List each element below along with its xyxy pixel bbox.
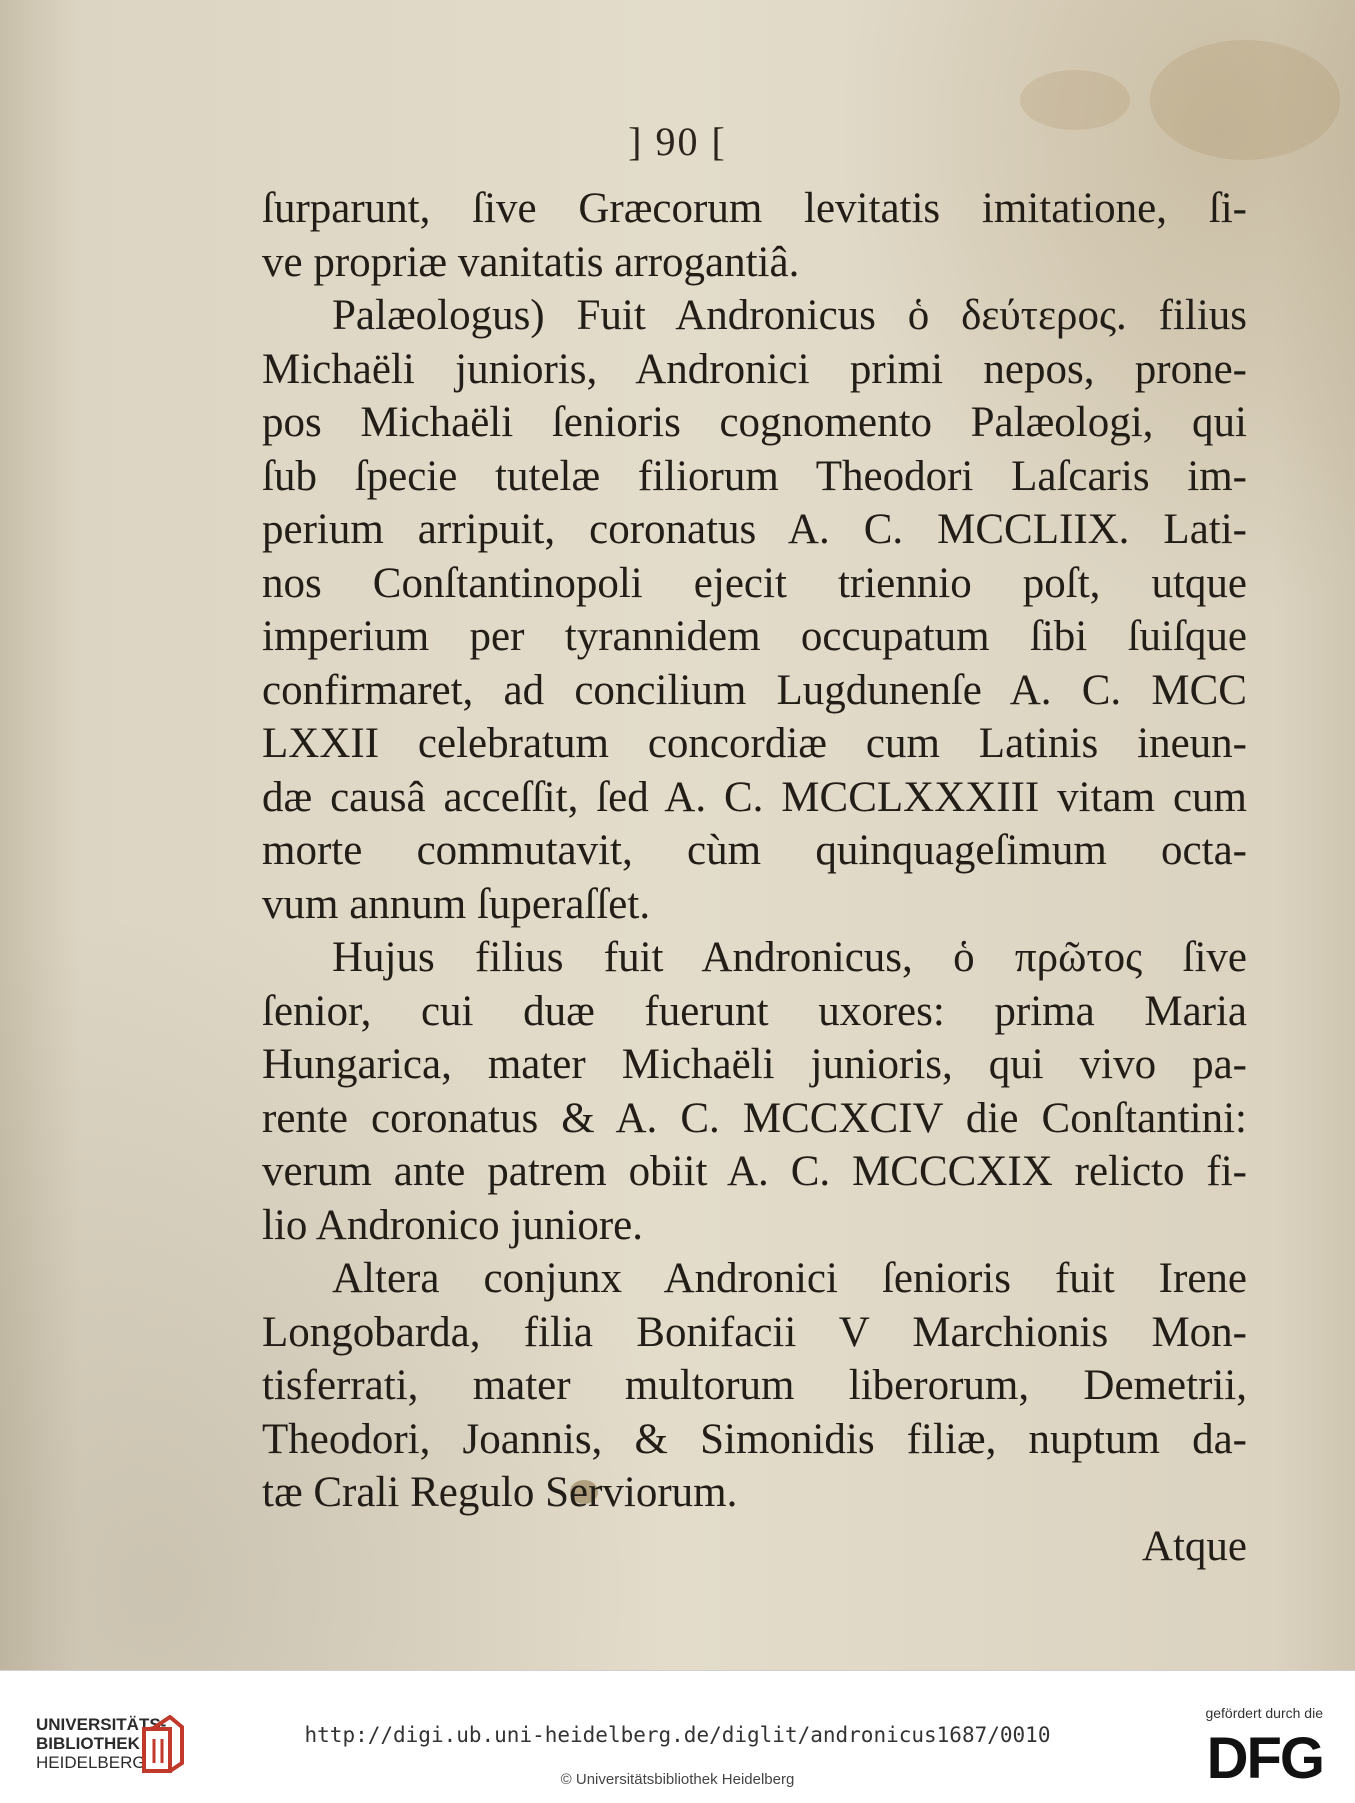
copyright-notice: © Universitätsbibliothek Heidelberg [560,1771,795,1788]
text-line: ſub ſpecie tutelæ filiorum Theodori Laſcaris im- [262,452,1247,500]
text-line: Altera conjunx Andronici ſenioris fuit Irene [332,1255,1247,1302]
text-line: Michaëli junioris, Andronici primi nepos, prone- [262,345,1247,393]
text-line: ſenior, cui duæ fuerunt uxores: prima Maria [262,987,1247,1035]
funding-note: gefördert durch die [1205,1705,1323,1721]
text-line: morte commutavit, cùm quinquageſimum octa- [262,827,1247,874]
text-line: Palæologus) Fuit Andronicus ὁ δεύτερος. filius [332,292,1247,339]
library-name-line: HEIDELBERG [36,1753,146,1772]
text-line: Hungarica, mater Michaëli junioris, qui vivo pa- [262,1041,1247,1088]
text-line: perium arripuit, coronatus A. C. MCCLIIX. Lati- [262,506,1247,553]
text-line: dæ causâ acceſſit, ſed A. C. MCCLXXXIII vitam cum [262,773,1247,821]
text-line: pos Michaëli ſenioris cognomento Palæologi, qui [262,399,1247,446]
text-line: tæ Crali Regulo Serviorum. [262,1469,738,1516]
page-number: ] 90 [ [628,119,727,164]
text-line: LXXII celebratum concordiæ cum Latinis ineun- [262,720,1247,767]
text-line: rente coronatus & A. C. MCCXCIV die Conſtantini: [262,1094,1247,1142]
text-line: Theodori, Joannis, & Simonidis filiæ, nuptum da- [262,1415,1247,1463]
text-line: tisferrati, mater multorum liberorum, Demetrii, [262,1362,1247,1409]
text-line: imperium per tyrannidem occupatum ſibi ſuiſque [262,613,1247,660]
text-line: Hujus filius fuit Andronicus, ὁ πρῶτος ſive [332,934,1247,981]
dfg-logo[interactable]: DFG [1206,1726,1323,1791]
permalink-url[interactable]: http://digi.ub.uni-heidelberg.de/diglit/andronicus1687/0010 [304,1723,1051,1747]
library-name-line: UNIVERSITÄTS- [36,1715,167,1734]
text-line: ſurparunt, ſive Græcorum levitatis imitatione, ſi- [262,185,1247,232]
text-line: verum ante patrem obiit A. C. MCCCXIX relicto fi- [262,1148,1247,1195]
text-line: lio Andronico juniore. [262,1201,643,1249]
text-line: nos Conſtantinopoli ejecit triennio poſt, utque [262,559,1247,607]
body-text [262,182,1247,1573]
catchword: Atque [1141,1522,1247,1570]
text-line: ve propriæ vanitatis arrogantiâ. [262,238,800,286]
footer-bar [0,1670,1355,1803]
text-line: vum annum ſuperaſſet. [262,880,651,928]
text-line: confirmaret, ad concilium Lugdunenſe A. C. MCC [262,666,1247,714]
library-name-line: BIBLIOTHEK [36,1734,140,1753]
text-line: Longobarda, filia Bonifacii V Marchionis Mon- [262,1308,1247,1356]
